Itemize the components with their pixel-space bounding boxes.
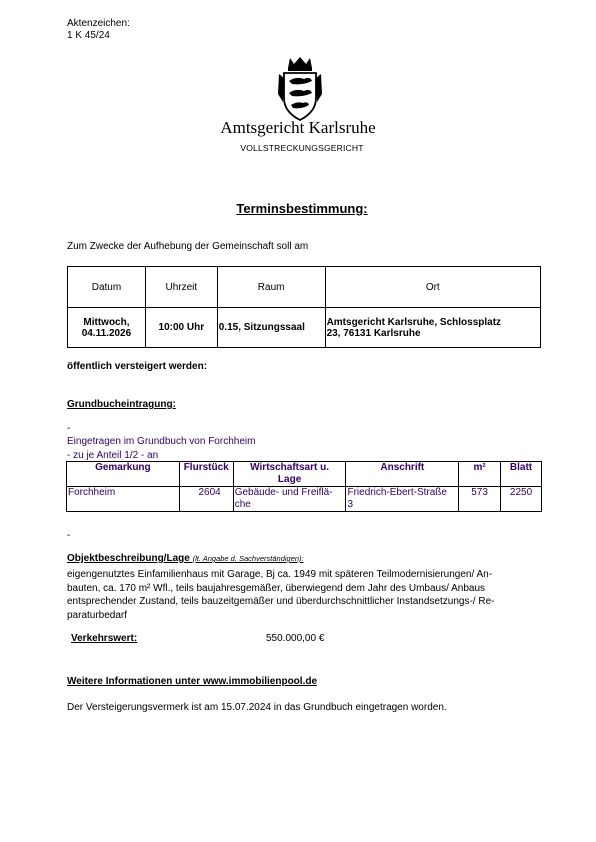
description-note: (lt. Angabe d. Sachverständigen):: [192, 554, 304, 563]
case-label: Aktenzeichen:: [67, 18, 130, 29]
dash-separator: -: [67, 423, 71, 434]
col-gemarkung: Gemarkung: [67, 462, 180, 487]
market-value-label: Verkehrswert:: [71, 633, 138, 644]
col-blatt: Blatt: [501, 462, 542, 487]
auction-weekday: Mittwoch,: [83, 316, 130, 328]
cell-gemarkung: Forchheim: [67, 487, 180, 512]
col-qm: m²: [459, 462, 501, 487]
land-register-header-row: [67, 462, 542, 487]
description-heading: [67, 553, 304, 564]
cell-wirtschaftsart: [233, 487, 346, 512]
col-anschrift: Anschrift: [346, 462, 459, 487]
description-line1: eigengenutztes Einfamilienhaus mit Garage, Bj ca. 1949 mit späteren Teilmodernisierungen/ An-: [67, 569, 493, 580]
land-register-heading: Grundbucheintragung:: [67, 399, 176, 410]
dash-separator-2: -: [67, 530, 71, 541]
header-place: Ort: [325, 267, 540, 308]
case-number: 1 K 45/24: [67, 30, 110, 41]
auction-room: 0.15, Sitzungssaal: [217, 308, 325, 348]
auction-time: 10:00 Uhr: [145, 308, 217, 348]
coat-of-arms-icon: [276, 54, 324, 122]
court-name: Amtsgericht Karlsruhe: [220, 118, 376, 137]
cell-wirtschaftsart-line2: che: [234, 499, 251, 510]
court-department: VOLLSTRECKUNGSGERICHT: [240, 143, 364, 153]
auction-day: 04.11.2026: [81, 327, 132, 339]
description-heading-text: Objektbeschreibung/Lage: [67, 553, 190, 564]
land-register-table: [66, 461, 542, 512]
description-text: [67, 568, 543, 622]
header-date: Datum: [68, 267, 146, 308]
header-room: Raum: [217, 267, 325, 308]
case-reference: [67, 18, 130, 42]
auction-place-line1: Amtsgericht Karlsruhe, Schlossplatz: [326, 316, 502, 328]
auction-statement: öffentlich versteigert werden:: [67, 361, 208, 372]
col-lage: Lage: [277, 474, 302, 485]
schedule-value-row: [68, 308, 541, 348]
col-flurstueck: Flurstück: [179, 462, 233, 487]
col-wirtschaftsart: [233, 462, 346, 487]
auction-place: [325, 308, 540, 348]
cell-anschrift-line2: 3: [347, 499, 354, 510]
intro-text: Zum Zwecke der Aufhebung der Gemeinschaft soll am: [67, 241, 309, 252]
cell-wirtschaftsart-line1: Gebäude- und Freiflä-: [234, 487, 333, 498]
description-line4: paraturbedarf: [67, 609, 128, 621]
cell-anschrift-line1: Friedrich-Ebert-Straße: [347, 487, 447, 498]
cell-anschrift: [346, 487, 459, 512]
land-register-line2: - zu je Anteil 1/2 - an: [67, 450, 159, 461]
auction-date: [68, 308, 146, 348]
description-line2: bauten, ca. 170 m² Wfl., teils baujahresgemäßer, überwiegend dem Jahr des Umbaus/ Anbaus: [67, 582, 486, 594]
header-time: Uhrzeit: [145, 267, 217, 308]
col-wirtschaftsart-line1: Wirtschaftsart u.: [250, 462, 329, 473]
auction-place-line2: 23, 76131 Karlsruhe: [326, 327, 421, 339]
document-title: Terminsbestimmung:: [236, 201, 368, 216]
cell-flurstueck: 2604: [179, 487, 233, 512]
cell-qm: 573: [459, 487, 501, 512]
cell-blatt: 2250: [501, 487, 542, 512]
schedule-header-row: [68, 267, 541, 308]
more-info-link[interactable]: Weitere Informationen unter www.immobilienpool.de: [67, 676, 318, 687]
schedule-table: [67, 266, 541, 348]
land-register-line1: Eingetragen im Grundbuch von Forchheim: [67, 436, 256, 447]
table-row: [67, 487, 542, 512]
description-line3: entsprechender Zustand, teils bauzeitgemäßer und überdurchschnittlicher Instandsetzungs-/ Re-: [67, 596, 495, 607]
market-value: 550.000,00 €: [266, 633, 325, 644]
registration-note: Der Versteigerungsvermerk ist am 15.07.2024 in das Grundbuch eingetragen worden.: [67, 702, 447, 713]
